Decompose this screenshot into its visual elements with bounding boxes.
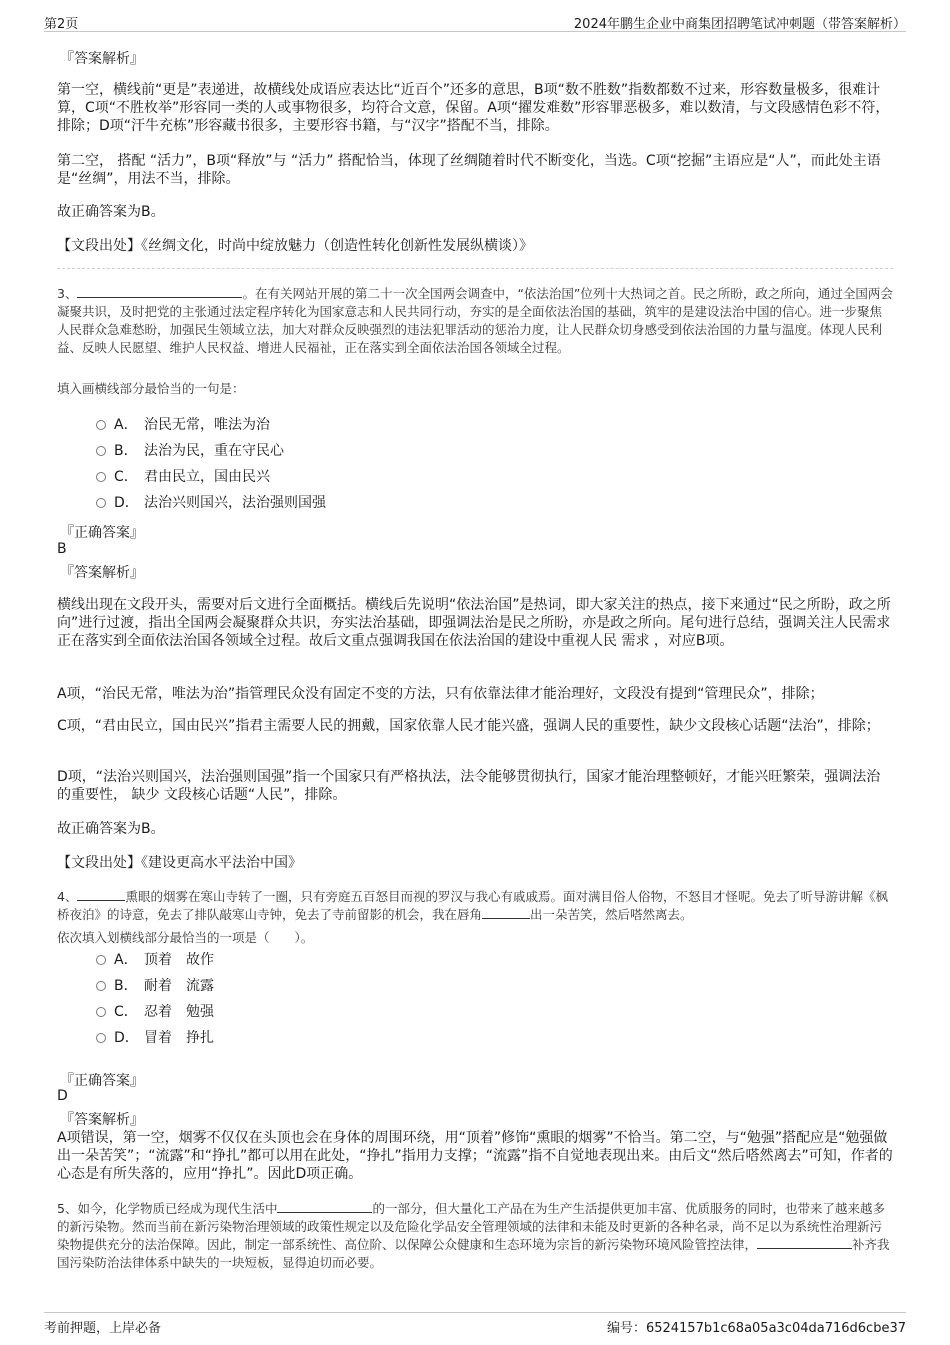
q2-source: 【文段出处】《丝绸文化，时尚中绽放魅力（创造性转化创新性发展纵横谈）》 [57, 238, 533, 254]
q2-conclusion: 故正确答案为B。 [57, 204, 165, 220]
q3-answer-label: 『正确答案』 [60, 525, 144, 541]
q2-analysis-para2: 第二空， 搭配 “活力”，B项“释放”与 “活力” 搭配恰当，体现了丝绸随着时代不断变化，当选。C项“挖掘”主语应是“人”，而此处主语是“丝绸”，用法不当，排除。 [57, 153, 881, 187]
q5-question: 5、如今，化学物质已经成为现代生活中 的一部分，但大量化工产品在为生产生活提供更加丰富、优质服务的同时，也带来了越来越多的新污染物。然而当前在新污染物治理领域的政策性规定以及危险化学品安全管理领域的法律和未能及时更新的各种名录，尚不足以为系统性治理新污染物提供充分的法治保障。因此，制定一部系统性、高位阶、以保障公众健康和生态环境为宗旨的新污染物环境风险管控法律， 补齐我国污染防治法律体系中缺失的一块短板，显得迫切而必要。 [57, 1201, 890, 1270]
q3-option-b[interactable]: B． 法治为民，重在守民心 [96, 442, 284, 460]
q3-option-a[interactable]: A． 治民无常，唯法为治 [96, 416, 270, 434]
q3-option-c[interactable]: C． 君由民立，国由民兴 [96, 468, 270, 486]
q2-analysis-para1: 第一空，横线前“更是”表递进，故横线处成语应表达比“近百个”还多的意思，B项“数不胜数”指数都数不过来，形容数量极多，很难计算，C项“不胜枚举”形容同一类的人或事物很多，均符合文意，保留。A项“擢发难数”形容罪恶极多，难以数清，与文段感情色彩不符，排除；D项“汗牛充栋”形容藏书很多，主要形容书籍，与“汉字”搭配不当，排除。 [57, 82, 890, 134]
q3-analysis-label: 『答案解析』 [60, 565, 144, 581]
q4-answer-label: 『正确答案』 [60, 1073, 144, 1089]
q4-analysis-label: 『答案解析』 [60, 1112, 144, 1128]
document-id: 编号：6524157b1c68a05a3c04da716d6cbe37 [606, 1321, 906, 1336]
q5-blank-2 [757, 1237, 852, 1249]
q4-answer: D [57, 1088, 68, 1104]
radio-icon[interactable] [96, 981, 106, 991]
divider [57, 268, 893, 269]
q3-analysis-para: A项，“治民无常，唯法为治”指管理民众没有固定不变的方法，只有依靠法律才能治理好，文段没有提到“管理民众”，排除； [57, 686, 824, 702]
q3-prompt: 填入画横线部分最恰当的一句是： [57, 381, 245, 396]
q3-option-d[interactable]: D． 法治兴则国兴，法治强则国强 [96, 494, 326, 512]
q3-analysis-para: D项，“法治兴则国兴，法治强则国强”指一个国家只有严格执法，法令能够贯彻执行，国家才能治理整顿好，才能兴旺繁荣，强调法治的重要性， 缺少 文段核心话题“人民”，排除。 [57, 769, 881, 803]
q4-number: 4、 [57, 889, 78, 904]
radio-icon[interactable] [96, 472, 106, 482]
q4-analysis: A项错误，第一空，烟雾不仅仅在头顶也会在身体的周围环绕，用“顶着”修饰“熏眼的烟雾”不恰当。第二空，与“勉强”搭配应是“勉强做出一朵苦笑”；“流露”和“挣扎”都可以用在此处，“挣扎”指用力支撑；“流露”指不自觉地表现出来。由后文“然后嗒然离去”可知，作者的心态是有所失落的，应用“挣扎”。因此D项正确。 [57, 1130, 893, 1182]
radio-icon[interactable] [96, 1007, 106, 1017]
q4-option-a[interactable]: A． 顶着 故作 [96, 951, 214, 969]
q3-answer: B [57, 541, 67, 557]
radio-icon[interactable] [96, 1033, 106, 1043]
q3-conclusion: 故正确答案为B。 [57, 821, 165, 837]
radio-icon[interactable] [96, 446, 106, 456]
q5-blank-1 [277, 1201, 372, 1213]
q4-prompt: 依次填入划横线部分最恰当的一项是（ ）。 [57, 930, 314, 945]
q3-blank [77, 286, 242, 298]
document-title: 2024年鹏生企业中商集团招聘笔试冲刺题（带答案解析） [573, 17, 906, 32]
q4-option-c[interactable]: C． 忍着 勉强 [96, 1003, 214, 1021]
q3-analysis-para: 横线出现在文段开头，需要对后文进行全面概括。横线后先说明“依法治国”是热词，即大家关注的热点，接下来通过“民之所盼，政之所向”进行过渡，指出全国两会凝聚群众共识，夯实法治基础，即强调法治是民之所盼，亦是政之所向。尾句进行总结，强调关注人民需求正在落实到全面依法治国各领域全过程。故后文重点强调我国在依法治国的建设中重视人民 需求 ，对应B项。 [57, 597, 891, 649]
q3-analysis-para: C项，“君由民立，国由民兴”指君主需要人民的拥戴，国家依靠人民才能兴盛，强调人民的重要性，缺少文段核心话题“法治”，排除； [57, 718, 880, 734]
q3-number: 3、 [57, 286, 78, 301]
q3-question [57, 285, 893, 357]
q4-question: 4、 熏眼的烟雾在寒山寺转了一圈，只有旁庭五百怒目而视的罗汉与我心有戚戚焉。面对满目俗人俗物，不怒目才怪呢。免去了听导游讲解《枫桥夜泊》的诗意，免去了排队敲寒山寺钟，免去了寺前留影的机会，我在唇角 出一朵苦笑，然后嗒然离去。 [57, 889, 888, 922]
page-header [44, 10, 906, 32]
q4-option-b[interactable]: B． 耐着 流露 [96, 977, 214, 995]
q2-analysis-label: 『答案解析』 [60, 51, 144, 67]
q4-blank-2 [482, 907, 530, 919]
q4-option-d[interactable]: D． 冒着 挣扎 [96, 1029, 214, 1047]
q4-blank-1 [77, 889, 125, 901]
radio-icon[interactable] [96, 955, 106, 965]
footer-slogan: 考前押题，上岸必备 [44, 1321, 162, 1336]
radio-icon[interactable] [96, 498, 106, 508]
q3-source: 【文段出处】《建设更高水平法治中国》 [57, 855, 302, 871]
q3-text: 。在有关网站开展的第二十一次全国两会调查中，“依法治国”位列十大热词之首。民之所盼，政之所向，通过全国两会凝聚共识，及时把党的主张通过法定程序转化为国家意志和人民共同行动，夯实的是全面依法治国的基础，筑牢的是建设法治中国的信心。进一步聚焦人民群众急难愁盼，加强民生领域立法，加大对群众反映强烈的违法犯罪活动的惩治力度，让人民群众切身感受到依法治国的力量与温度。体现人民利益、反映人民愿望、维护人民权益、增进人民福祉，正在落实到全面依法治国各领域全过程。 [57, 286, 893, 355]
radio-icon[interactable] [96, 420, 106, 430]
page-footer [44, 1312, 906, 1338]
page-number: 第2页 [44, 17, 79, 32]
